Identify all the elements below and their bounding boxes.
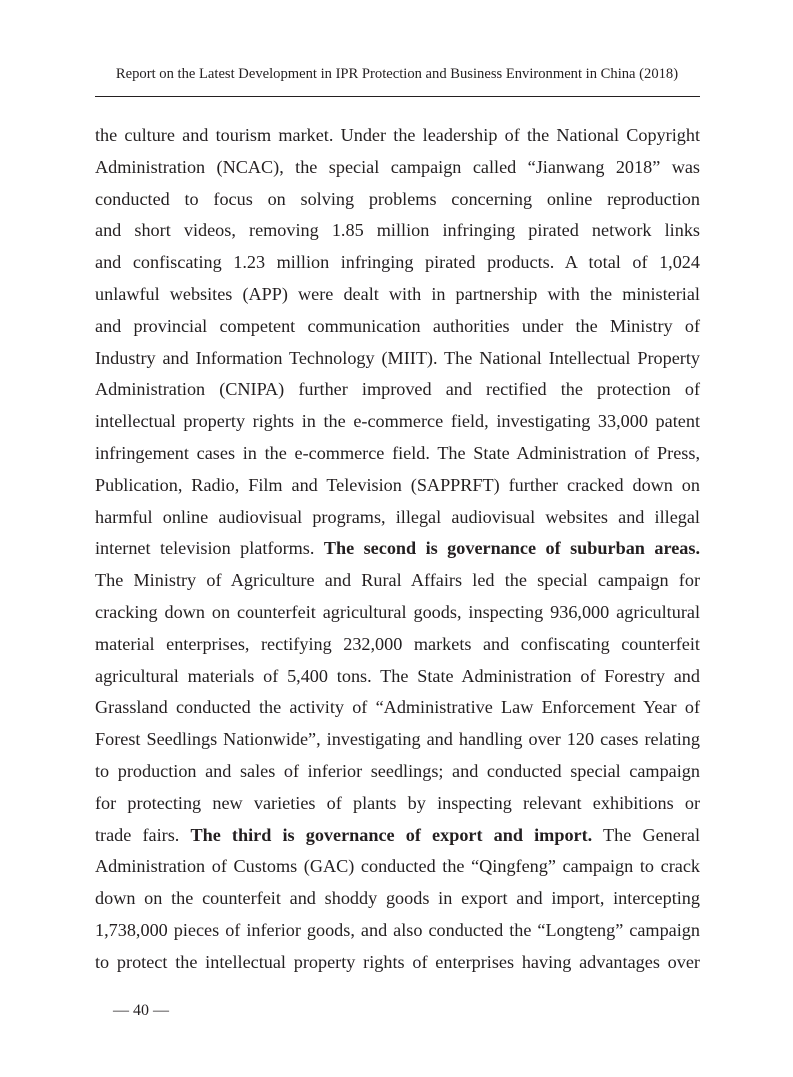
- text-segment: Administration (CNIPA) further improved and rectified the protection of: [95, 379, 700, 400]
- body-paragraph: [95, 120, 700, 979]
- text-line: [95, 851, 700, 883]
- text-line: [95, 438, 700, 470]
- text-segment: internet television platforms.: [95, 538, 324, 559]
- text-line: [95, 724, 700, 756]
- text-segment: cracking down on counterfeit agricultural goods, inspecting 936,000 agricultural: [95, 601, 700, 622]
- text-line: [95, 184, 700, 216]
- text-line: [95, 279, 700, 311]
- text-line: [95, 247, 700, 279]
- text-line: [95, 629, 700, 661]
- header-rule: [95, 96, 700, 97]
- text-line: [95, 915, 700, 947]
- running-header: Report on the Latest Development in IPR Protection and Business Environment in China (2018): [115, 66, 679, 82]
- text-segment: Grassland conducted the activity of “Administrative Law Enforcement Year of: [95, 697, 700, 718]
- text-segment: trade fairs.: [95, 824, 191, 845]
- text-segment: the culture and tourism market. Under the leadership of the National Copyright: [95, 125, 700, 145]
- text-segment: to protect the intellectual property rights of enterprises having advantages over: [95, 951, 700, 972]
- text-line: [95, 820, 700, 852]
- text-segment: Publication, Radio, Film and Television (SAPPRFT) further cracked down on: [95, 474, 700, 495]
- text-line: [95, 883, 700, 915]
- text-line: [95, 533, 700, 565]
- text-segment: to production and sales of inferior seedlings; and conducted special campaign: [95, 760, 700, 781]
- text-line: [95, 215, 700, 247]
- text-line: [95, 502, 700, 534]
- text-segment: and provincial competent communication authorities under the Ministry of: [95, 315, 700, 336]
- text-line: [95, 597, 700, 629]
- text-segment: Administration (NCAC), the special campaign called “Jianwang 2018” was: [95, 156, 700, 177]
- text-segment: and confiscating 1.23 million infringing pirated products. A total of 1,024: [95, 252, 700, 273]
- text-line: [95, 120, 700, 152]
- bold-heading-second: The second is governance of suburban areas.: [323, 538, 700, 559]
- text-line: [95, 406, 700, 438]
- text-segment: agricultural materials of 5,400 tons. The State Administration of Forestry and: [95, 665, 700, 686]
- text-segment: infringement cases in the e-commerce field. The State Administration of Press,: [95, 442, 700, 463]
- text-segment: 1,738,000 pieces of inferior goods, and also conducted the “Longteng” campaign: [95, 919, 700, 940]
- text-line: [95, 343, 700, 375]
- text-line: [95, 661, 700, 693]
- text-line: [95, 374, 700, 406]
- text-segment: down on the counterfeit and shoddy goods in export and import, intercepting: [95, 888, 700, 909]
- text-segment: Administration of Customs (GAC) conducted the “Qingfeng” campaign to crack: [95, 856, 700, 877]
- text-segment: unlawful websites (APP) were dealt with in partnership with the ministerial: [95, 283, 700, 304]
- text-line: [95, 788, 700, 820]
- text-segment: The General: [592, 824, 700, 845]
- text-line: [95, 311, 700, 343]
- text-line: [95, 692, 700, 724]
- page-number: — 40 —: [113, 1002, 169, 1019]
- text-line: [95, 152, 700, 184]
- text-line: [95, 565, 700, 597]
- text-segment: material enterprises, rectifying 232,000 markets and confiscating counterfeit: [95, 633, 700, 654]
- text-segment: Industry and Information Technology (MIIT). The National Intellectual Property: [95, 347, 700, 368]
- text-segment: harmful online audiovisual programs, illegal audiovisual websites and illegal: [95, 506, 700, 527]
- text-segment: Forest Seedlings Nationwide”, investigating and handling over 120 cases relating: [95, 729, 700, 750]
- bold-heading-third: The third is governance of export and import.: [190, 824, 593, 845]
- text-segment: intellectual property rights in the e-commerce field, investigating 33,000 patent: [95, 411, 700, 432]
- text-line: [95, 756, 700, 788]
- text-line: [95, 470, 700, 502]
- text-line: [95, 947, 700, 979]
- text-segment: The Ministry of Agriculture and Rural Affairs led the special campaign for: [95, 570, 700, 591]
- text-segment: conducted to focus on solving problems concerning online reproduction: [95, 188, 700, 209]
- text-segment: for protecting new varieties of plants by inspecting relevant exhibitions or: [95, 792, 700, 813]
- text-segment: and short videos, removing 1.85 million infringing pirated network links: [95, 220, 700, 241]
